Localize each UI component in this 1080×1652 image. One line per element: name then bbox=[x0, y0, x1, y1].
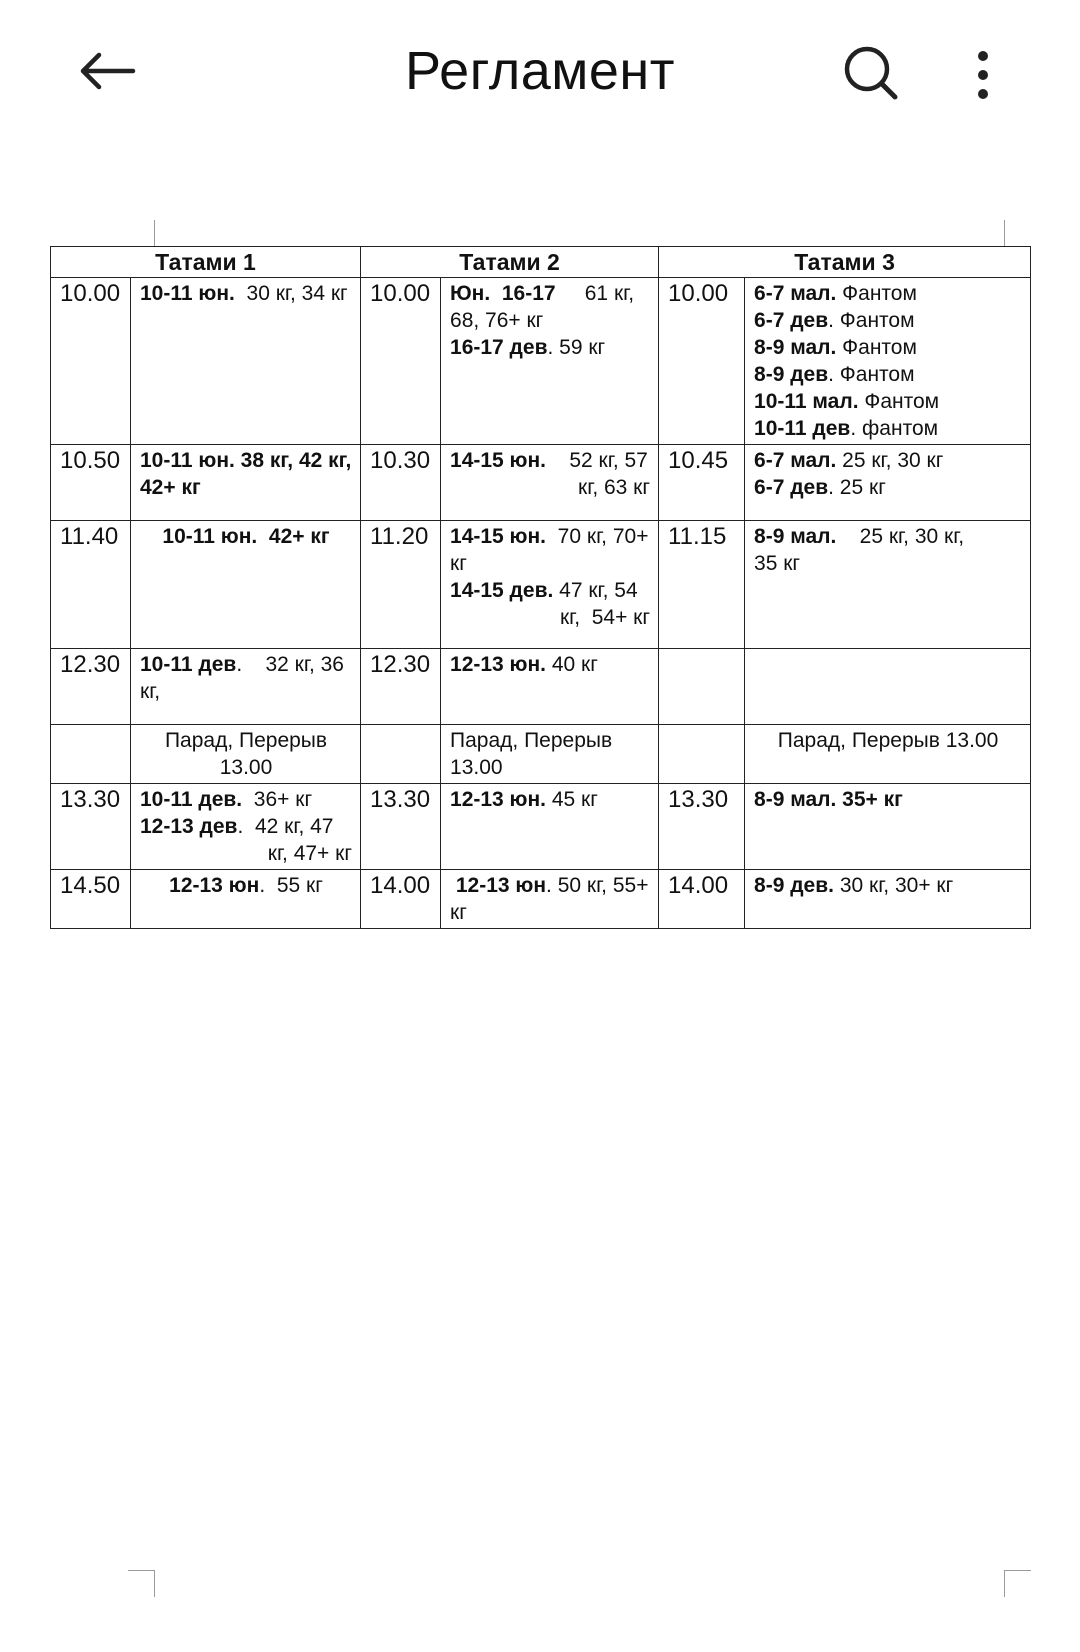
entry-line: 6-7 мал. Фантом bbox=[754, 282, 917, 305]
entry-line: 14-15 юн. 70 кг, 70+ bbox=[450, 525, 649, 548]
slot-entries-tatami-3 bbox=[745, 870, 1031, 929]
slot-entries-tatami-3 bbox=[745, 725, 1031, 784]
slot-time-tatami-2: 11.20 bbox=[361, 521, 441, 649]
slot-time-tatami-1: 13.30 bbox=[51, 784, 131, 870]
entry-line: 8-9 мал. 35+ кг bbox=[754, 788, 903, 811]
slot-time-tatami-3 bbox=[659, 649, 745, 725]
slot-entries-tatami-2 bbox=[441, 870, 659, 929]
slot-time-tatami-2: 14.00 bbox=[361, 870, 441, 929]
entry-line: 10-11 дев. 36+ кг bbox=[140, 788, 313, 811]
header-tatami-1: Татами 1 bbox=[51, 247, 361, 278]
slot-entries-tatami-1 bbox=[131, 870, 361, 929]
entry-line: 10-11 мал. Фантом bbox=[754, 390, 940, 413]
slot-entries-tatami-1 bbox=[131, 521, 361, 649]
entry-line: 6-7 мал. 25 кг, 30 кг bbox=[754, 449, 944, 472]
slot-entries-tatami-2 bbox=[441, 784, 659, 870]
slot-time-tatami-1: 11.40 bbox=[51, 521, 131, 649]
entry-line: Юн. 16-17 61 кг, bbox=[450, 282, 635, 305]
entry-line: 42+ кг bbox=[140, 476, 201, 499]
entry-line: 8-9 мал. 25 кг, 30 кг, bbox=[754, 525, 965, 548]
entry-line: кг bbox=[450, 552, 467, 575]
table-row bbox=[51, 725, 1031, 784]
slot-time-tatami-3: 11.15 bbox=[659, 521, 745, 649]
table-row bbox=[51, 870, 1031, 929]
entry-line: Парад, Перерыв bbox=[164, 729, 328, 752]
slot-entries-tatami-2 bbox=[441, 725, 659, 784]
crop-mark-bottom-right bbox=[1004, 1570, 1031, 1597]
slot-entries-tatami-3 bbox=[745, 521, 1031, 649]
entry-line: 35 кг bbox=[754, 552, 801, 575]
crop-mark-top-right bbox=[1004, 220, 1031, 247]
entry-line: кг, 63 кг bbox=[578, 476, 651, 499]
entry-line: 16-17 дев. 59 кг bbox=[450, 336, 606, 359]
slot-time-tatami-2: 10.30 bbox=[361, 445, 441, 521]
entry-line: кг bbox=[450, 901, 467, 924]
entry-line: 68, 76+ кг bbox=[450, 309, 544, 332]
entry-line: 14-15 юн. 52 кг, 57 bbox=[450, 449, 648, 472]
slot-entries-tatami-1 bbox=[131, 784, 361, 870]
slot-entries-tatami-2 bbox=[441, 278, 659, 445]
table-row bbox=[51, 278, 1031, 445]
entry-line: 8-9 дев. 30 кг, 30+ кг bbox=[754, 874, 954, 897]
slot-entries-tatami-2 bbox=[441, 445, 659, 521]
entry-line: кг, 47+ кг bbox=[267, 842, 353, 865]
table-row bbox=[51, 784, 1031, 870]
entry-line: 10-11 юн. 42+ кг bbox=[162, 525, 330, 548]
crop-mark-top-left bbox=[128, 220, 155, 247]
entry-line: 12-13 юн. 50 кг, 55+ bbox=[450, 874, 649, 897]
search-icon bbox=[841, 43, 901, 103]
header-tatami-2: Татами 2 bbox=[361, 247, 659, 278]
entry-line: 8-9 мал. Фантом bbox=[754, 336, 917, 359]
slot-time-tatami-1: 10.50 bbox=[51, 445, 131, 521]
slot-time-tatami-2 bbox=[361, 725, 441, 784]
entry-line: 14-15 дев. 47 кг, 54 bbox=[450, 579, 638, 602]
slot-time-tatami-2: 10.00 bbox=[361, 278, 441, 445]
slot-time-tatami-3: 10.45 bbox=[659, 445, 745, 521]
entry-line: 10-11 дев. 32 кг, 36 bbox=[140, 653, 344, 676]
slot-time-tatami-3: 10.00 bbox=[659, 278, 745, 445]
table-header-row bbox=[51, 247, 1031, 278]
entry-line: Парад, Перерыв 13.00 bbox=[777, 729, 999, 752]
schedule-table bbox=[50, 246, 1031, 929]
entry-line: кг, 54+ кг bbox=[559, 606, 651, 629]
slot-time-tatami-3: 14.00 bbox=[659, 870, 745, 929]
slot-time-tatami-3 bbox=[659, 725, 745, 784]
slot-entries-tatami-1 bbox=[131, 278, 361, 445]
slot-time-tatami-3: 13.30 bbox=[659, 784, 745, 870]
entry-line: кг, bbox=[140, 680, 161, 703]
document-page[interactable] bbox=[0, 150, 1080, 1652]
slot-entries-tatami-3 bbox=[745, 784, 1031, 870]
entry-line: 6-7 дев. Фантом bbox=[754, 309, 915, 332]
entry-line: 10-11 дев. фантом bbox=[754, 417, 939, 440]
more-vertical-icon bbox=[973, 50, 993, 100]
page-title: Регламент bbox=[405, 41, 675, 101]
entry-line: 12-13 юн. 55 кг bbox=[169, 874, 323, 897]
table-row bbox=[51, 445, 1031, 521]
slot-entries-tatami-3 bbox=[745, 649, 1031, 725]
slot-entries-tatami-1 bbox=[131, 445, 361, 521]
table-row bbox=[51, 521, 1031, 649]
app-bar bbox=[0, 0, 1080, 150]
entry-line: Парад, Перерыв bbox=[450, 729, 613, 752]
entry-line: 10-11 юн. 30 кг, 34 кг bbox=[140, 282, 348, 305]
slot-time-tatami-1 bbox=[51, 725, 131, 784]
slot-entries-tatami-1 bbox=[131, 649, 361, 725]
slot-time-tatami-1: 10.00 bbox=[51, 278, 131, 445]
header-tatami-3: Татами 3 bbox=[659, 247, 1031, 278]
slot-entries-tatami-2 bbox=[441, 521, 659, 649]
slot-time-tatami-2: 13.30 bbox=[361, 784, 441, 870]
slot-time-tatami-1: 12.30 bbox=[51, 649, 131, 725]
entry-line: 8-9 дев. Фантом bbox=[754, 363, 915, 386]
slot-time-tatami-1: 14.50 bbox=[51, 870, 131, 929]
slot-entries-tatami-3 bbox=[745, 278, 1031, 445]
entry-line: 6-7 дев. 25 кг bbox=[754, 476, 886, 499]
entry-line: 12-13 юн. 45 кг bbox=[450, 788, 598, 811]
slot-entries-tatami-2 bbox=[441, 649, 659, 725]
entry-line: 10-11 юн. 38 кг, 42 кг, bbox=[140, 449, 352, 472]
table-row bbox=[51, 649, 1031, 725]
entry-line: 13.00 bbox=[219, 756, 273, 779]
slot-time-tatami-2: 12.30 bbox=[361, 649, 441, 725]
search-button[interactable] bbox=[838, 40, 904, 106]
entry-line: 12-13 дев. 42 кг, 47 bbox=[140, 815, 334, 838]
slot-entries-tatami-3 bbox=[745, 445, 1031, 521]
more-options-button[interactable] bbox=[960, 40, 1006, 110]
entry-line: 13.00 bbox=[450, 756, 503, 779]
crop-mark-bottom-left bbox=[128, 1570, 155, 1597]
entry-line: 12-13 юн. 40 кг bbox=[450, 653, 598, 676]
slot-entries-tatami-1 bbox=[131, 725, 361, 784]
